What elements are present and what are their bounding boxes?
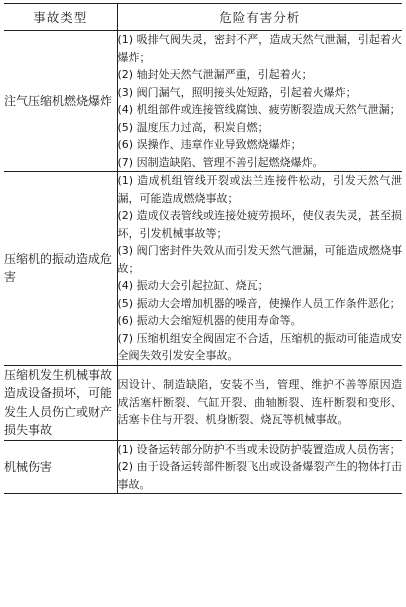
hazard-item: (4) 振动大会引起拉缸、烧瓦； <box>117 279 269 292</box>
hazard-item: (7) 压缩机组安全阀固定不合适，压缩机的振动可能造成安全阀失效引发安全事故。 <box>117 331 402 362</box>
hazard-item: (4) 机组部件或连接管线腐蚀、疲劳断裂造成天然气泄漏； <box>117 103 401 116</box>
header-accident-type: 事故类型 <box>4 4 117 31</box>
table-row <box>4 31 402 172</box>
hazard-item: (2) 由于设备运转部件断裂飞出或设备爆裂产生的物体打击事故。 <box>117 460 402 491</box>
accident-type-cell: 机械伤害 <box>4 440 117 494</box>
hazard-item: (1) 设备运转部分防护不当或未设防护装置造成人员伤害； <box>117 442 401 456</box>
hazard-item: (1) 吸排气阀失灵，密封不严，造成天然气泄漏，引起着火爆炸； <box>117 33 402 64</box>
hazard-item: (2) 轴封处天然气泄漏严重，引起着火； <box>117 68 313 81</box>
hazard-item: (6) 振动大会缩短机器的使用寿命等。 <box>117 314 302 327</box>
table-row <box>4 440 402 494</box>
accident-type-cell: 压缩机的振动造成危害 <box>4 172 117 366</box>
table-row <box>4 365 402 440</box>
hazard-item: (1) 造成机组管线开裂或法兰连接件松动，引发天然气泄漏，可能造成燃烧事故； <box>117 174 402 205</box>
hazard-analysis-cell <box>117 365 402 440</box>
table-row <box>4 172 402 366</box>
hazard-item: (2) 造成仪表管线或连接处疲劳损坏，使仪表失灵，甚至损坏，引发机械事故等； <box>117 209 402 240</box>
hazard-item: (3) 阀门密封件失效从而引发天然气泄漏，可能造成燃烧事故； <box>117 244 402 275</box>
hazard-item: (7) 因制造缺陷、管理不善引起燃烧爆炸。 <box>117 155 324 169</box>
hazard-item: (5) 振动大会增加机器的噪音，使操作人员工作条件恶化； <box>117 296 401 310</box>
hazard-analysis-table <box>4 3 402 494</box>
hazard-analysis-cell <box>117 172 402 366</box>
hazard-analysis-cell <box>117 440 402 494</box>
hazard-item: (6) 误操作、违章作业导致燃烧爆炸； <box>117 138 302 151</box>
accident-type-cell: 注气压缩机燃烧爆炸 <box>4 31 117 172</box>
hazard-analysis-cell <box>117 31 402 172</box>
hazard-paragraph: 因设计、制造缺陷，安装不当，管理、维护不善等原因造成活塞杆断裂、气缸开裂、曲轴断裂、连杆断裂和变形、活塞卡住与开裂、机身断裂、烧瓦等机械事故。 <box>117 378 402 427</box>
header-hazard-analysis: 危险有害分析 <box>117 4 402 31</box>
hazard-item: (3) 阀门漏气，照明接头处短路，引起着火爆炸； <box>117 85 357 99</box>
accident-type-cell: 压缩机发生机械事故造成设备损坏，可能发生人员伤亡或财产损失事故 <box>4 365 117 440</box>
table-header-row <box>4 4 402 31</box>
hazard-item: (5) 温度压力过高，积炭自燃； <box>117 120 269 134</box>
